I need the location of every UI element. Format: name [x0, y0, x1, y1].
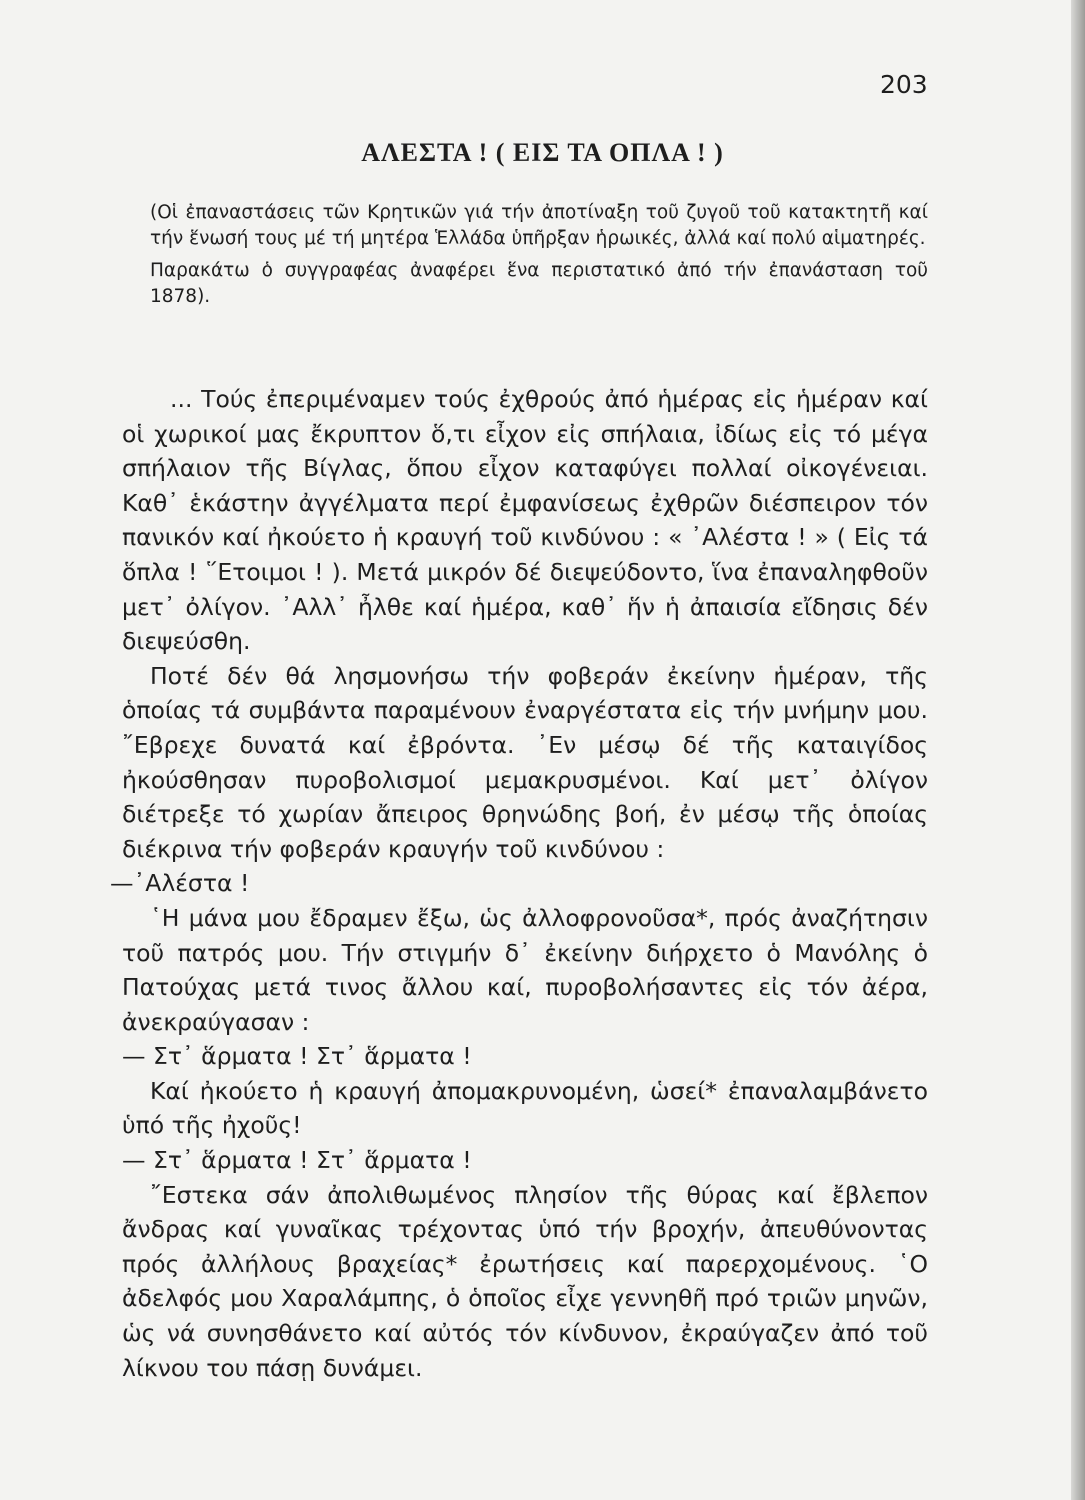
intro-paragraph: Παρακάτω ὁ συγγραφέας ἀναφέρει ἕνα περιστατικό ἀπό τήν ἐπανάσταση τοῦ 1878).: [150, 260, 928, 307]
page-edge: [1071, 0, 1085, 1500]
paragraph: ῾Η μάνα μου ἔδραμεν ἔξω, ὡς ἀλλοφρονοῦσα*, πρός ἀναζήτησιν τοῦ πατρός μου. Τήν στιγμήν δ᾿ ἐκείνην διήρχετο ὁ Μανόλης ὁ Πατούχας μετά τινος ἄλλου καί, πυροβολήσαντες εἰς τόν ἀέρα, ἀνεκραύγασαν :: [122, 903, 928, 1036]
dialog-text: — Στ᾿ ἅρματα ! Στ᾿ ἅρματα !: [122, 1042, 472, 1071]
chapter-title: ΑΛΕΣΤΑ ! ( ΕΙΣ ΤΑ ΟΠΛΑ ! ): [361, 138, 724, 167]
intro-note: [150, 200, 928, 310]
paragraph: ῎Εστεκα σάν ἀπολιθωμένος πλησίον τῆς θύρας καί ἔβλεπον ἄνδρας καί γυναῖκας τρέχοντας ὑπό τήν βροχήν, ἀπευθύνοντας πρός ἀλλήλους βραχείας* ἐρωτήσεις καί παρερχομένους. ῾Ο ἀδελφός μου Χαραλάμπης, ὁ ὁποῖος εἶχε γεννηθῆ πρό τριῶν μηνῶν, ὡς νά συνησθάνετο καί αὐτός τόν κίνδυνον, ἐκραύγαζεν ἀπό τοῦ λίκνου του πάσῃ δυνάμει.: [122, 1180, 928, 1382]
dialog-line: [122, 1039, 928, 1074]
dialog-line: [122, 1143, 928, 1178]
dialog-text: —᾿Αλέστα !: [110, 869, 250, 898]
dialog-text: — Στ᾿ ἅρματα ! Στ᾿ ἅρματα !: [122, 1146, 472, 1175]
paragraph: Ποτέ δέν θά λησμονήσω τήν φοβεράν ἐκείνην ἡμέραν, τῆς ὁποίας τά συμβάντα παραμένουν ἐναργέστατα εἰς τήν μνήμην μου. ῎Εβρεχε δυνατά καί ἐβρόντα. ᾿Εν μέσῳ δέ τῆς καταιγίδος ἠκούσθησαν πυροβολισμοί μεμακρυσμένοι. Καί μετ᾿ ὀλίγον διέτρεξε τό χωρίαν ἄπειρος θρηνώδης βοή, ἐν μέσῳ τῆς ὁποίας διέκρινα τήν φοβεράν κραυγήν τοῦ κινδύνου :: [122, 661, 928, 863]
page-number: 203: [880, 70, 928, 99]
paragraph: Καί ἠκούετο ἡ κραυγή ἀπομακρυνομένη, ὡσεί* ἐπαναλαμβάνετο ὑπό τῆς ἠχοῦς!: [122, 1076, 928, 1140]
main-text: [110, 382, 928, 1385]
intro-paragraph: (Οἱ ἐπαναστάσεις τῶν Κρητικῶν γιά τήν ἀποτίναξη τοῦ ζυγοῦ τοῦ κατακτητῆ καί τήν ἕνωσή τους μέ τή μητέρα Ἑλλάδα ὑπῆρξαν ἡρωικές, ἀλλά καί πολύ αἱματηρές.: [150, 202, 928, 249]
paragraph: ... Τούς ἐπεριμέναμεν τούς ἐχθρούς ἀπό ἡμέρας εἰς ἡμέραν καί οἱ χωρικοί μας ἔκρυπτον ὅ,τι εἶχον εἰς σπήλαια, ἰδίως εἰς τό μέγα σπήλαιον τῆς Βίγλας, ὅπου εἶχον καταφύγει πολλαί οἰκογένειαι. Καθ᾿ ἑκάστην ἀγγέλματα περί ἐμφανίσεως ἐχθρῶν διέσπειρον τόν πανικόν καί ἠκούετο ἡ κραυγή τοῦ κινδύνου : « ᾿Αλέστα ! » ( Εἰς τά ὅπλα ! ῞Ετοιμοι ! ). Μετά μικρόν δέ διεψεύδοντο, ἵνα ἐπαναληφθοῦν μετ᾿ ὀλίγον. ᾿Αλλ᾿ ἦλθε καί ἡμέρα, καθ᾿ ἥν ἡ ἀπαισία εἴδησις δέν διεψεύσθη.: [122, 385, 928, 656]
dialog-line: [110, 866, 928, 901]
